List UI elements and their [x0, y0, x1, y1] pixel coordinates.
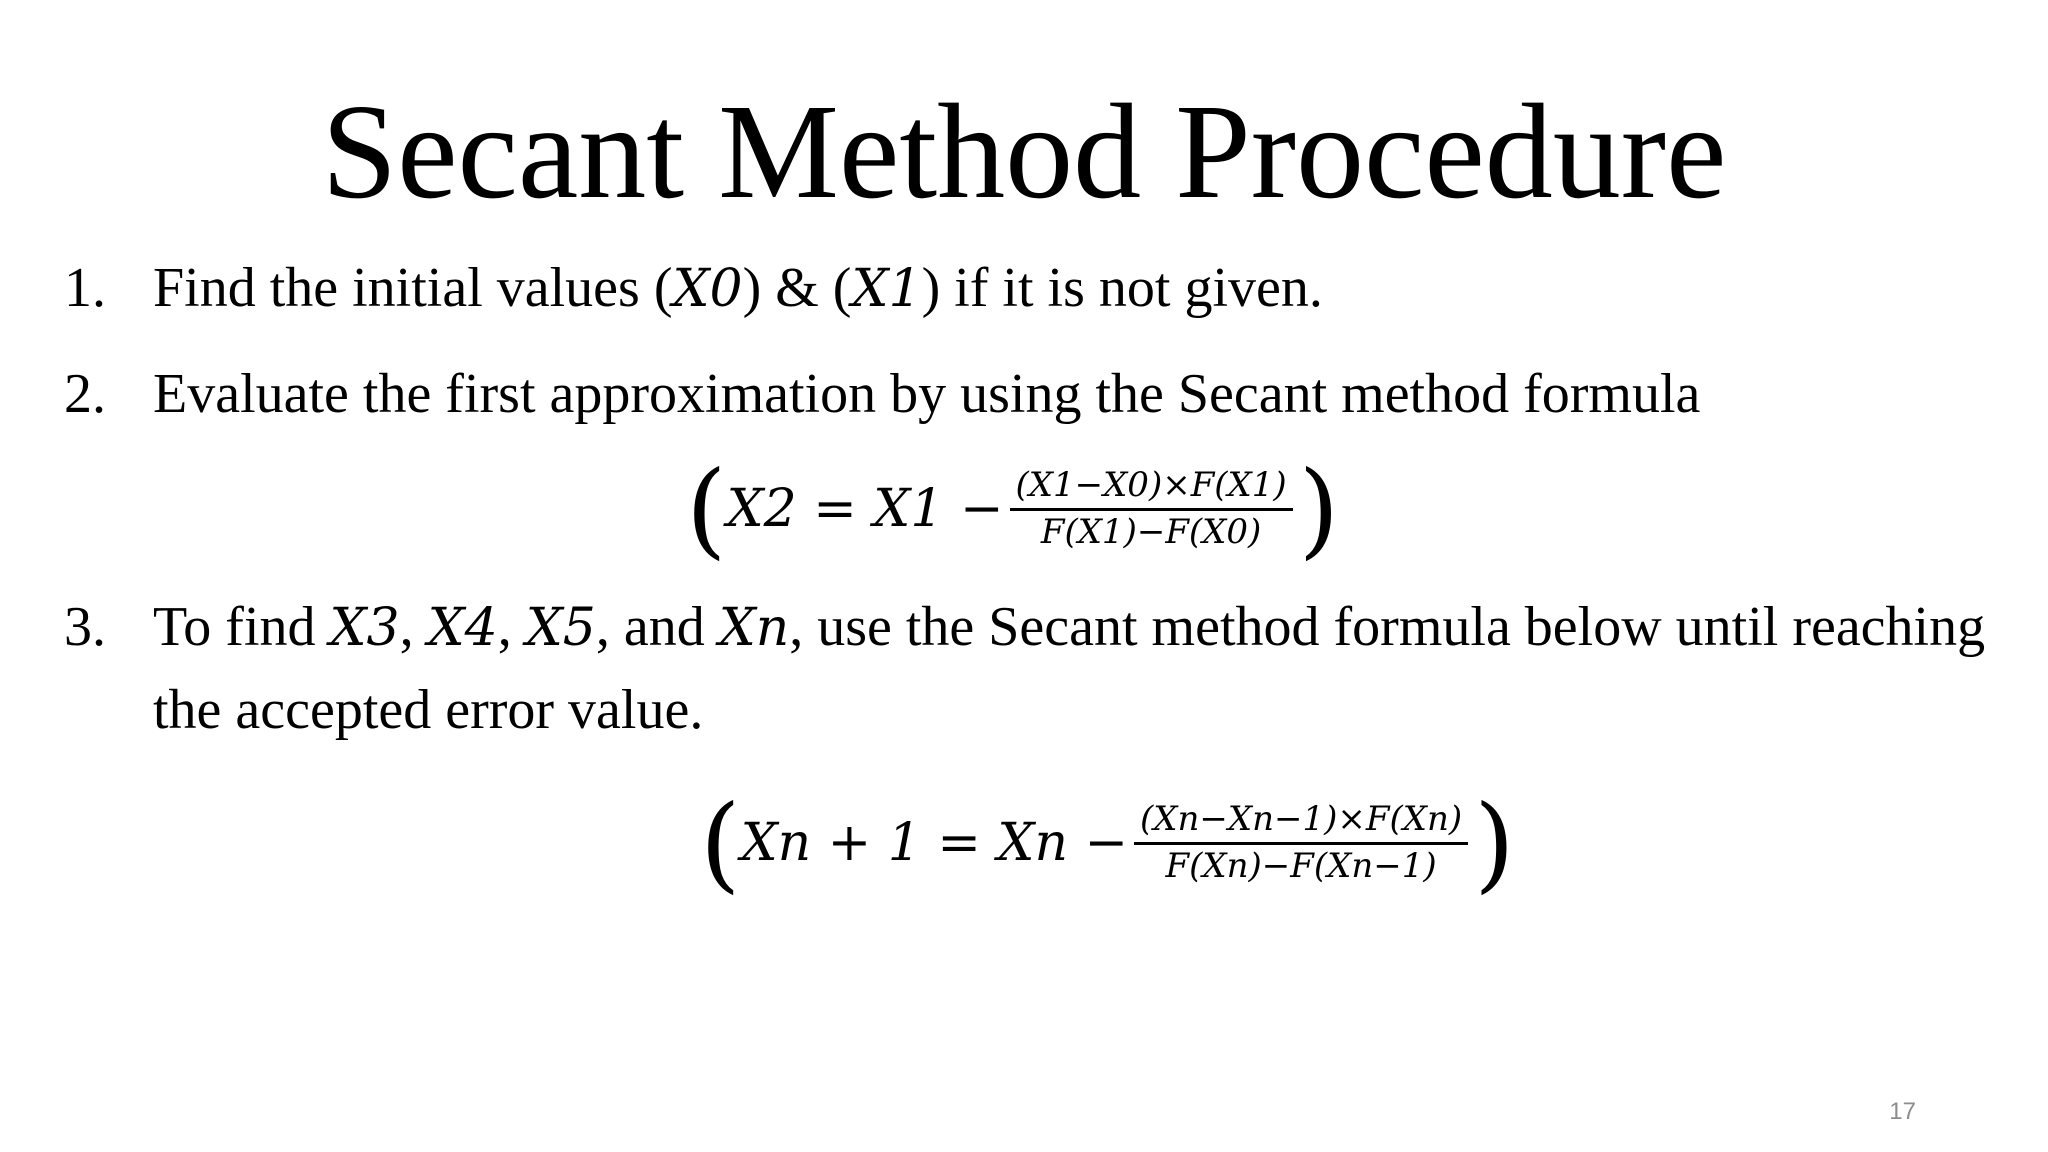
formula-2-numerator: (Xn−Xn−1)×F(Xn) — [1140, 799, 1463, 840]
step-3-text-part: To find — [153, 596, 330, 658]
step-3-number: 3. — [64, 596, 106, 658]
x4-symbol: X4 — [427, 598, 498, 658]
formula-2-lhs: Xn + 1 = Xn − — [740, 813, 1129, 873]
x1-symbol: X1 — [851, 259, 922, 319]
step-1-text-part: ) if it is not given. — [921, 257, 1323, 319]
close-paren: ) — [1298, 448, 1340, 570]
fraction-bar — [1134, 842, 1468, 845]
x5-symbol: X5 — [525, 598, 596, 658]
step-1-text — [153, 248, 1323, 329]
open-paren: ( — [700, 782, 741, 904]
formula-1-fraction — [1010, 466, 1293, 551]
step-2-text: Evaluate the first approximation by using the Secant method formula — [153, 363, 1701, 425]
formula-1-lhs: X2 = X1 − — [726, 479, 1004, 539]
formula-2-denominator: F(Xn)−F(Xn−1) — [1165, 845, 1437, 886]
x3-symbol: X3 — [329, 598, 400, 658]
xn-symbol: Xn — [718, 598, 790, 658]
step-3-text-part: , use the Secant method formula below until reaching — [789, 596, 1986, 658]
slide-title: Secant Method Procedure — [321, 77, 1727, 227]
step-1-text-part: Find the initial values ( — [153, 257, 673, 319]
formula-2-fraction — [1134, 800, 1468, 885]
x0-symbol: X0 — [672, 259, 743, 319]
step-3-text-part: , and — [595, 596, 719, 658]
step-3-text-part: , — [399, 596, 428, 658]
step-2-number: 2. — [64, 363, 106, 425]
step-3-text-line-2: the accepted error value. — [153, 679, 704, 741]
formula-secant-iteration — [700, 782, 1515, 904]
step-1-text-part: ) & ( — [742, 257, 852, 319]
formula-1-numerator: (X1−X0)×F(X1) — [1015, 465, 1287, 506]
formula-1-denominator: F(X1)−F(X0) — [1040, 511, 1262, 552]
step-3-text-part: , — [497, 596, 526, 658]
step-1-number: 1. — [64, 257, 106, 319]
open-paren: ( — [686, 448, 727, 570]
slide-page-number: 17 — [1889, 1098, 1916, 1125]
close-paren: ) — [1474, 782, 1515, 904]
fraction-bar — [1010, 508, 1293, 511]
formula-first-approximation — [686, 448, 1340, 570]
step-3-text — [153, 587, 1985, 668]
